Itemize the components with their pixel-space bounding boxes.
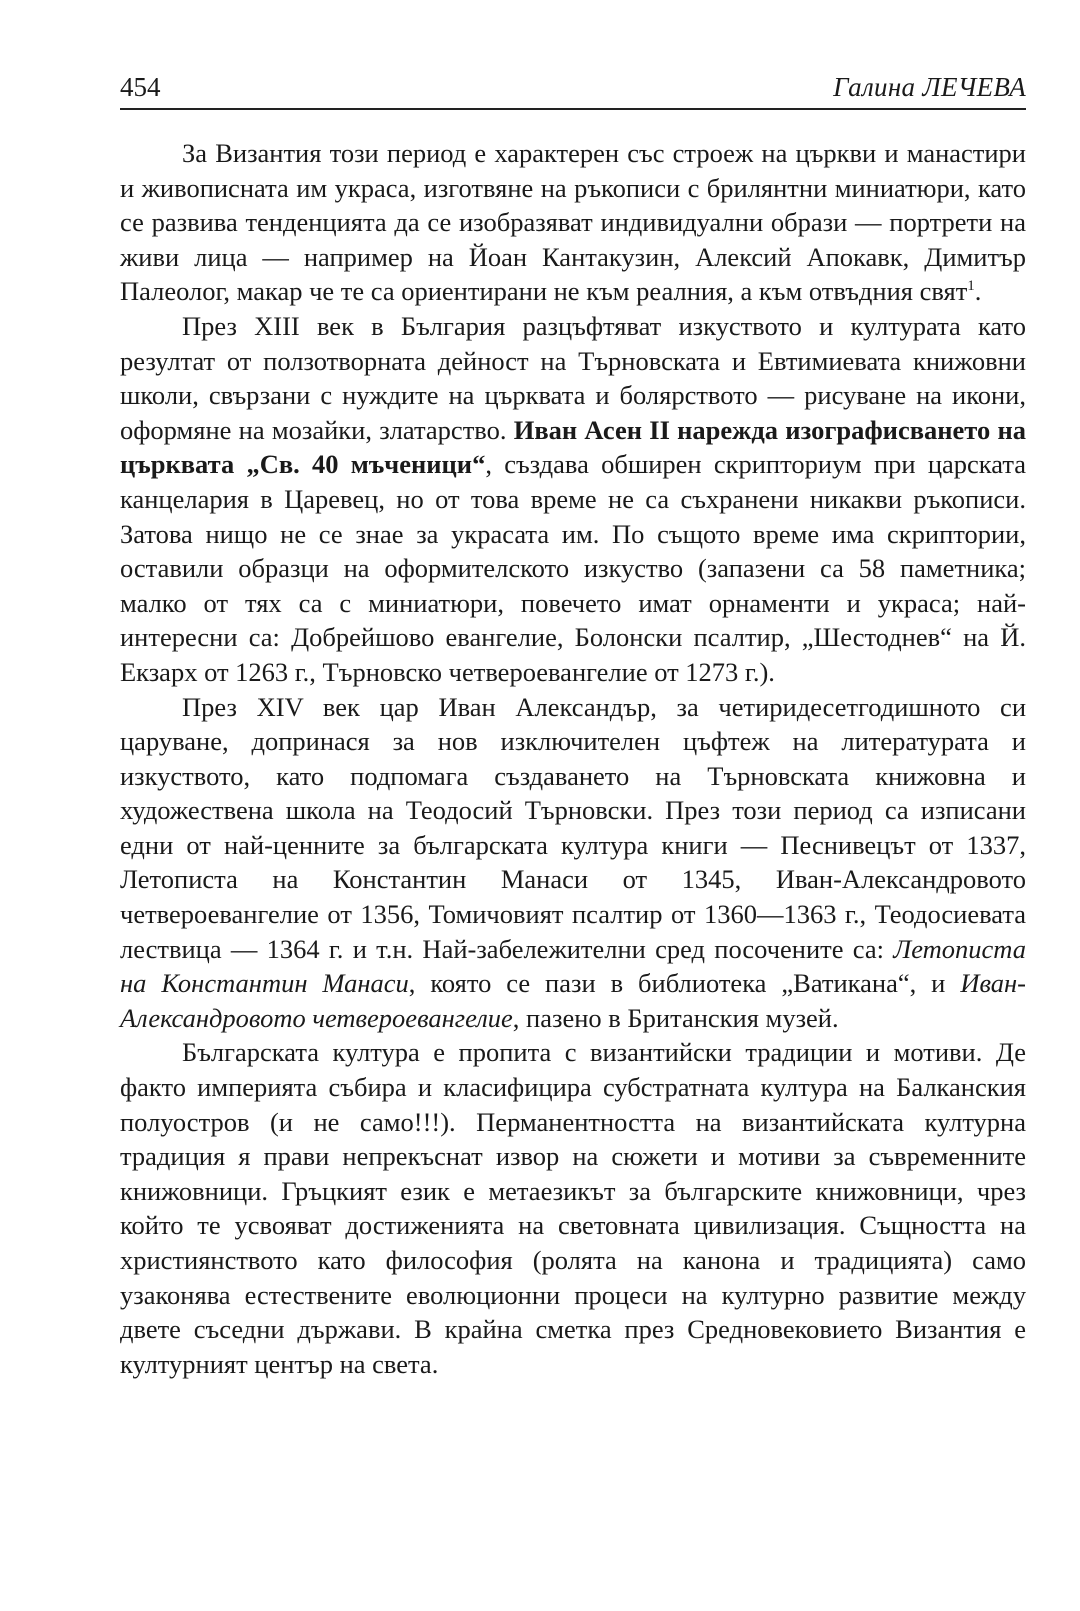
paragraph-end: . (974, 276, 982, 307)
italic-title: Иван-Александровото четвероевангелие (120, 968, 1026, 1033)
paragraph-byzantium (120, 136, 1026, 309)
footnote-marker: 1 (967, 278, 975, 295)
running-header (120, 68, 1026, 110)
paragraph-bulgarian-culture (120, 1035, 1026, 1381)
italic-title: Летописта на Константин Манаси (120, 933, 1026, 999)
paragraph-text: , която се пази в библиотека „Ватикана“, и (408, 968, 961, 999)
bold-emphasis: Иван Асен II нарежда изографисването на църквата „Св. 40 мъченици“ (120, 414, 1026, 480)
page-number: 454 (120, 72, 161, 102)
paragraph-text: През XIV век цар Иван Александър, за четиридесетгодишното си царуване, допринася за нов изключителен цъфтеж на литературата и изкуството, като подпомага създаването на Търновската книжовна и художествена школа на Теодосий Търновски. През този период са изписани едни от най-ценните за българската култура книги — Песнивецът от 1337, Летописта на Константин Манаси от 1345, Иван-Александровото четвероевангелие от 1356, Томичовият псалтир от 1360—1363 г., Теодосиевата лествица — 1364 г. и т.н. Най-забележителни сред посочените са: (120, 691, 1026, 964)
author-running-head: Галина ЛЕЧЕВА (833, 72, 1026, 102)
paragraph-xiii-century (120, 309, 1026, 690)
body-text (120, 136, 1026, 1381)
paragraph-text: Българската култура е пропита с византийски традиции и мотиви. Де факто империята събира и класифицира субстратната култура на Балканския полуостров (и не само!!!). Перманентността на византийската културна традиция я прави непрекъснат извор на сюжети и мотиви за съвременните книжовници. Гръцкият език е метаезикът за българските книжовници, чрез който те усвояват достиженията на световната цивилизация. Същността на християнството като философия (ролята на канона и традицията) само узаконява естествените еволюционни процеси на културно развитие между двете съседни държави. В крайна сметка през Средновековието Византия е културният център на света. (120, 1037, 1026, 1379)
paragraph-text: За Византия този период е характерен със строеж на църкви и манастири и живописната им украса, изготвяне на ръкописи с брилянтни миниатюри, като се развива тенденцията да се изобразяват индивидуални образи — портрети на живи лица — например на Йоан Кантакузин, Алексий Апокавк, Димитър Палеолог, макар че те са ориентирани не към реалния, а към отвъдния свят (120, 138, 1026, 307)
paragraph-xiv-century (120, 690, 1026, 1036)
paragraph-text: , създава обширен скрипториум при царската канцелария в Царевец, но от това време не са съхранени никакви ръкописи. Затова нищо не се знае за украсата им. По същото време има скриптории, оставили образци на оформителското изкуство (запазени са 58 паметника; малко от тях са с миниатюри, повечето имат орнаменти и украса; най-интересни са: Добрейшово евангелие, Болонски псалтир, „Шестоднев“ на Й. Екзарх от 1263 г., Търновско четвероевангелие от 1273 г.). (120, 449, 1026, 687)
paragraph-text: , пазено в Британския музей. (512, 1002, 839, 1033)
paragraph-text: През XIII век в България разцъфтяват изкуството и културата като резултат от ползотворната дейност на Търновската и Евтимиевата книжовни школи, свързани с нуждите на църквата и болярството — рисуване на икони, оформяне на мозайки, златарство. (120, 310, 1026, 445)
